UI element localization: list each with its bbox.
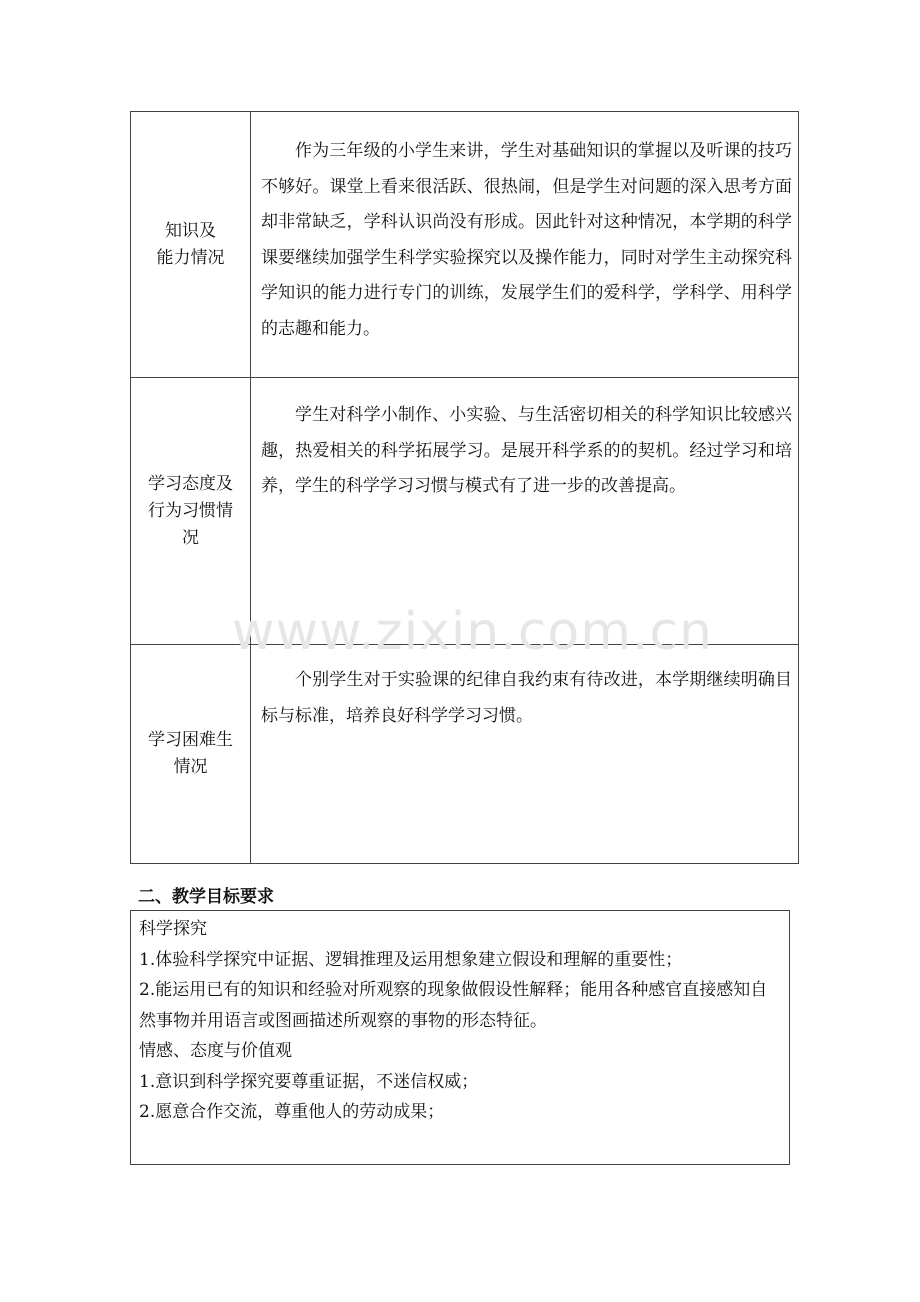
row-label-line: 能力情况: [156, 247, 225, 268]
row-label-line: 情况: [173, 757, 208, 777]
row-label-attitude-habits: [131, 378, 251, 644]
table-row: [131, 645, 798, 863]
goal-category: 情感、态度与价值观: [139, 1041, 292, 1061]
section-heading: 二、教学目标要求: [138, 887, 274, 907]
paragraph: 学生对科学小制作、小实验、与生活密切相关的科学知识比较感兴趣，热爱相关的科学拓展学习。是展开科学系的的契机。经过学习和培养，学生的科学学习习惯与模式有了进一步的改善提高。: [261, 405, 792, 496]
goal-item: 1.意识到科学探究要尊重证据，不迷信权威；: [139, 1071, 479, 1092]
row-label-line: 况: [182, 527, 199, 548]
row-label-line: 学习困难生: [148, 730, 233, 750]
table-row: [131, 112, 798, 378]
row-label-line: 学习态度及: [148, 473, 233, 494]
row-label-line: 知识及: [165, 220, 216, 241]
row-label-struggling-students: [131, 645, 251, 863]
goal-item: 1.体验科学探究中证据、逻辑推理及运用想象建立假设和理解的重要性；: [139, 949, 683, 970]
paragraph: 作为三年级的小学生来讲，学生对基础知识的掌握以及听课的技巧不够好。课堂上看来很活跃、很热闹，但是学生对问题的深入思考方面却非常缺乏，学科认识尚没有形成。因此针对这种情况，本学期的科学课要继续加强学生科学实验探究以及操作能力，同时对学生主动探究科学知识的能力进行专门的训练，发展学生们的爱科学，学科学、用科学的志趣和能力。: [261, 141, 792, 339]
teaching-goals-box: [130, 910, 790, 1165]
goal-item: 2.愿意合作交流，尊重他人的劳动成果；: [139, 1102, 445, 1122]
goal-category: 科学探究: [139, 919, 207, 939]
row-label-knowledge-ability: [131, 112, 251, 377]
row-content-struggling-students: [251, 645, 798, 863]
row-content-knowledge-ability: [251, 112, 798, 377]
table-row: [131, 378, 798, 645]
goal-item: 2.能运用已有的知识和经验对所观察的现象做假设性解释；能用各种感官直接感知自然事物并用语言或图画描述所观察的事物的形态特征。: [139, 980, 768, 1031]
paragraph: 个别学生对于实验课的纪律自我约束有待改进，本学期继续明确目标与标准，培养良好科学学习习惯。: [261, 670, 792, 726]
student-situation-table: [130, 111, 799, 864]
row-content-attitude-habits: [251, 378, 798, 644]
watermark: www.zixin.com.cn: [232, 602, 713, 662]
row-label-line: 行为习惯情: [148, 500, 233, 521]
